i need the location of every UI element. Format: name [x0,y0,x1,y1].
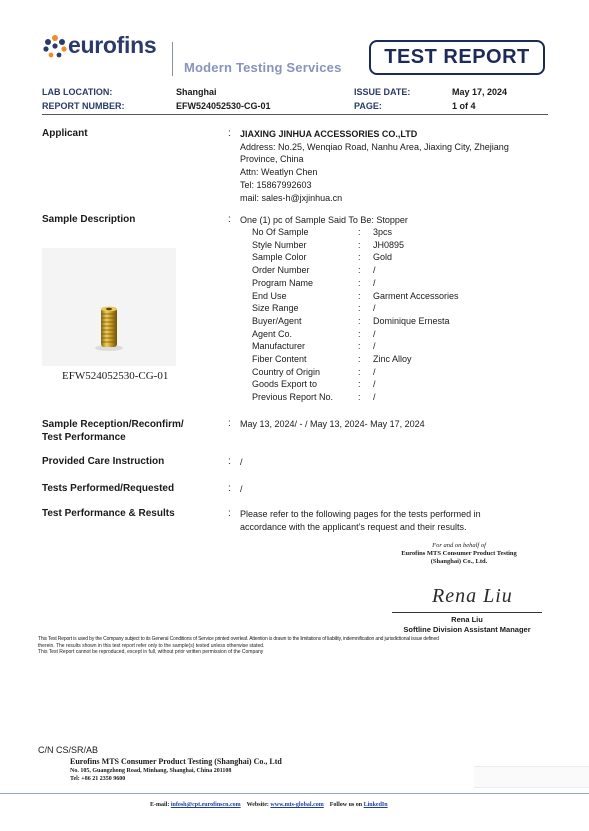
sample-field-colon: : [358,341,361,352]
signatory-title: Softline Division Assistant Manager [403,625,531,634]
eurofins-logo [42,33,164,61]
sample-field-colons [358,226,368,404]
sample-field-value: / [373,366,376,377]
applicant-colon: : [228,128,231,139]
sample-image-caption: EFW524052530-CG-01 [62,370,169,382]
sample-field-colon: : [358,239,361,250]
sample-field-value: JH0895 [373,239,405,250]
follow-label: Follow us on [329,802,363,808]
sample-field-colon: : [358,290,361,301]
sample-field-colon: : [358,328,361,339]
sample-field-value: 3pcs [373,227,393,237]
performance-colon: : [228,508,231,519]
sample-field-colon: : [358,392,361,403]
sample-field-value: Zinc Alloy [373,354,412,365]
reception-label-1: Sample Reception/Reconfirm/ [42,419,184,430]
reception-value: May 13, 2024/ - / May 13, 2024- May 17, 2024 [240,419,425,429]
report-title: TEST REPORT [369,40,545,75]
applicant-address-2: Province, China [240,154,304,165]
performance-line-1: Please refer to the following pages for the tests performed in [240,509,481,519]
sample-field-value: Dominique Ernesta [373,315,450,326]
sample-label: Sample Description [42,214,136,225]
sample-colon: : [228,214,231,225]
sample-field-name: No Of Sample [252,227,309,237]
sample-field-value: / [373,341,376,352]
sample-field-name: Sample Color [252,252,307,263]
care-colon: : [228,456,231,467]
behalf-company-1: Eurofins MTS Consumer Product Testing [401,550,517,557]
sample-field-value: / [373,328,376,339]
sample-field-value: Gold [373,252,393,263]
sample-intro: One (1) pc of Sample Said To Be: Stopper [240,215,408,225]
sample-field-name: Fiber Content [252,354,307,365]
footer-rule [0,793,589,794]
sample-field-name: Buyer/Agent [252,315,302,326]
signature-rule [392,612,542,613]
sample-field-value: / [373,379,376,390]
page-value: 1 of 4 [452,101,476,111]
sample-field-name: Style Number [252,239,307,250]
tests-colon: : [228,483,231,494]
handwritten-signature: Rena Liu [432,585,513,607]
email-label: E-mail: [150,802,170,808]
website-link[interactable]: www.mts-global.com [270,802,324,808]
logo-wordmark: eurofins [68,32,157,58]
sample-field-value: / [373,303,376,314]
sample-field-name: Manufacturer [252,341,306,352]
behalf-text: For and on behalf of [432,542,486,549]
sample-field-name: Country of Origin [252,366,321,377]
performance-line-2: accordance with the applicant’s request and their results. [240,522,467,532]
sample-photo [42,248,176,366]
sample-field-colon: : [358,265,361,276]
footer-address: No. 105, Guangzhong Road, Minhang, Shanghai, China 201108 [70,768,232,774]
disclaimer-line-2: therein. The results shown in this test report refer only to the sample(s) tested unless otherwise stated. [38,642,265,649]
issue-date-value: May 17, 2024 [452,87,508,97]
applicant-company: JIAXING JINHUA ACCESSORIES CO.,LTD [240,129,418,139]
applicant-label: Applicant [42,128,88,139]
sample-field-names [252,226,362,404]
footer-company-block [70,757,400,783]
sample-field-colon: : [358,366,361,377]
behalf-company-2: (Shanghai) Co., Ltd. [430,558,488,565]
footer-tel: Tel: +86 21 2350 9600 [70,776,126,782]
footer-code: C/N CS/SR/AB [38,745,99,755]
sample-field-colon: : [358,227,361,237]
reception-label [42,418,184,444]
website-label: Website: [246,802,269,808]
linkedin-link[interactable]: LinkedIn [363,802,388,808]
issue-date-label: ISSUE DATE: [354,87,411,97]
lab-location-value: Shanghai [176,87,217,97]
page-label: PAGE: [354,101,382,111]
sample-field-colon: : [358,277,361,288]
sample-field-colon: : [358,354,361,365]
sample-field-name: Size Range [252,303,299,314]
sample-field-colon: : [358,303,361,314]
sample-field-value: / [373,392,376,403]
logo-tagline: Modern Testing Services [184,60,342,75]
sample-field-values [373,226,553,404]
care-value: / [240,457,243,467]
report-number-label: REPORT NUMBER: [42,101,125,111]
sample-field-name: Agent Co. [252,328,293,339]
lab-location-label: LAB LOCATION: [42,87,113,97]
sample-field-colon: : [358,252,361,263]
signatory-name: Rena Liu [451,615,483,624]
sample-field-colon: : [358,315,361,326]
report-number-value: EFW524052530-CG-01 [176,101,271,111]
tests-value: / [240,484,243,494]
applicant-tel: Tel: 15867992603 [240,179,312,190]
care-label: Provided Care Instruction [42,456,165,467]
logo-divider [172,42,173,76]
footer-contacts [150,802,388,808]
header-rule [42,114,548,115]
sample-field-name: Previous Report No. [252,392,334,403]
disclaimer [38,636,554,656]
applicant-mail: mail: sales-h@jxjinhua.cn [240,192,343,203]
sample-field-name: End Use [252,290,287,301]
disclaimer-line-3: This Test Report cannot be reproduced, except in full, without prior written permission of the Company [38,649,264,655]
footer-bar [474,766,589,788]
disclaimer-line-1: This Test Report is used by the Company subject to its General Conditions of Service printed overleaf. Attention is drawn to the limitations of liability, indemnification and jurisdictional issue defined [38,636,439,642]
footer-company: Eurofins MTS Consumer Product Testing (Shanghai) Co., Ltd [70,757,282,766]
tests-label: Tests Performed/Requested [42,483,175,494]
sample-field-name: Goods Export to [252,379,318,390]
sample-field-value: / [373,265,376,276]
sample-field-value: / [373,277,376,288]
reception-label-2: Test Performance [42,432,126,443]
applicant-address-1: Address: No.25, Wenqiao Road, Nanhu Area, Jiaxing City, Zhejiang [240,141,509,152]
reception-colon: : [228,418,231,429]
performance-label: Test Performance & Results [42,508,175,519]
applicant-block [240,128,550,204]
stopper-image [42,248,176,366]
applicant-attn: Attn: Weatlyn Chen [240,167,318,178]
sample-field-value: Garment Accessories [373,290,459,301]
sample-field-name: Program Name [252,277,314,288]
performance-value [240,508,540,534]
sample-field-name: Order Number [252,265,310,276]
email-link[interactable]: infosh@cpt.eurofinscn.com [170,802,241,808]
signature-block [384,542,534,566]
sample-field-colon: : [358,379,361,390]
eurofins-dots-icon [42,34,68,58]
